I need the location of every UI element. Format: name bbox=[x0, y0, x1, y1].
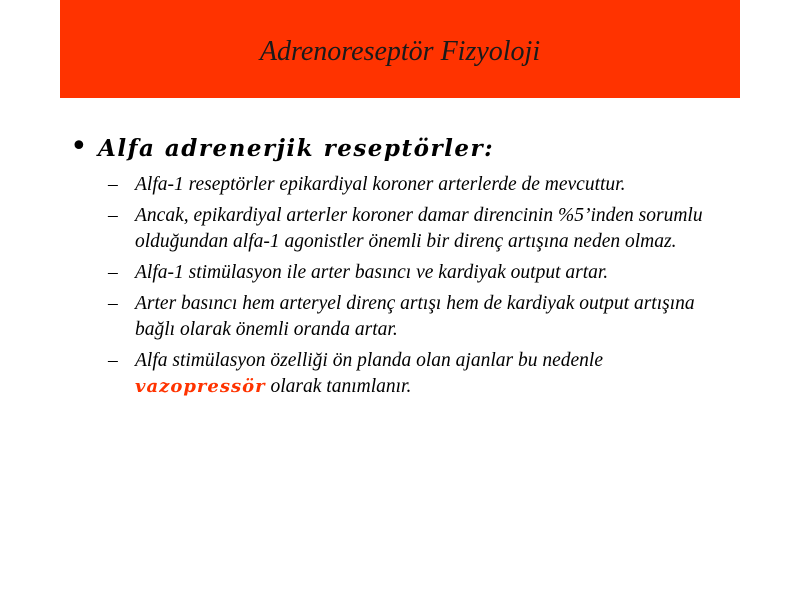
title-banner bbox=[60, 0, 740, 98]
sub-item-suffix: olarak tanımlanır. bbox=[270, 376, 412, 397]
sub-item-prefix: Alfa stimülasyon özelliği ön planda olan ajanlar bu nedenle bbox=[135, 350, 603, 371]
sub-list bbox=[70, 172, 740, 400]
dash-icon: – bbox=[108, 262, 118, 283]
main-bullet-text: Alfa adrenerjik reseptörler: bbox=[98, 135, 495, 162]
sub-item-text: Ancak, epikardiyal arterler koroner damar direncinin %5’inden sorumlu olduğundan alfa-1 agonistler önemli bir direnç artışına neden olmaz. bbox=[135, 205, 703, 252]
main-bullet bbox=[70, 130, 740, 166]
sub-item-text: Alfa-1 reseptörler epikardiyal koroner arterlerde de mevcuttur. bbox=[135, 174, 626, 195]
sub-item bbox=[70, 291, 735, 343]
dash-icon: – bbox=[108, 205, 118, 226]
sub-item-text: Alfa-1 stimülasyon ile arter basıncı ve kardiyak output artar. bbox=[135, 262, 609, 283]
sub-item bbox=[70, 203, 735, 255]
sub-item bbox=[70, 348, 735, 400]
dash-icon: – bbox=[108, 350, 118, 371]
dash-icon: – bbox=[108, 174, 118, 195]
sub-item bbox=[70, 260, 735, 286]
vazopressor-highlight: vazopressör bbox=[135, 376, 266, 397]
slide-title: Adrenoreseptör Fizyoloji bbox=[259, 36, 541, 67]
slide-content bbox=[70, 130, 740, 405]
sub-item-text: Arter basıncı hem arteryel direnç artışı hem de kardiyak output artışına bağlı olarak önemli oranda artar. bbox=[135, 293, 695, 340]
sub-item bbox=[70, 172, 735, 198]
dash-icon: – bbox=[108, 293, 118, 314]
bullet-icon: • bbox=[70, 129, 88, 164]
